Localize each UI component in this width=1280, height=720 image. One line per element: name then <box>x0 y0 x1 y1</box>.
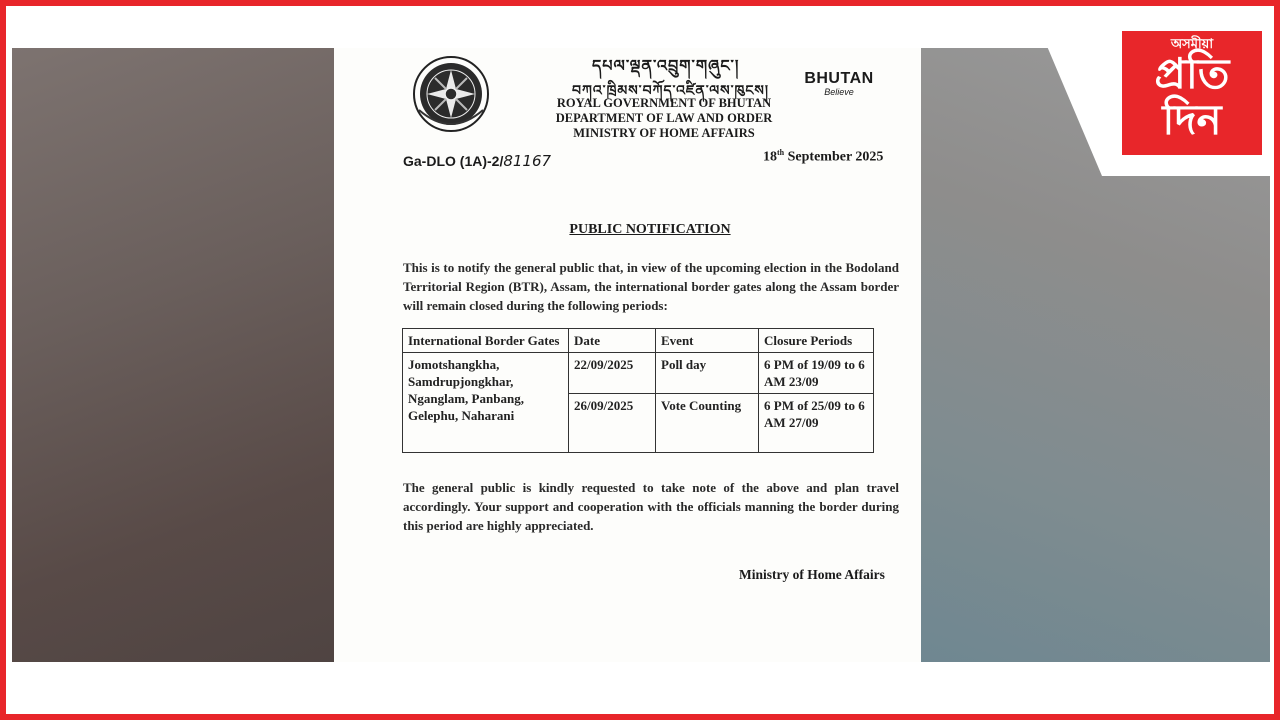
event-cell: Poll day <box>656 353 759 394</box>
table-header-row <box>403 329 874 353</box>
date-cell: 22/09/2025 <box>569 353 656 394</box>
period-cell: 6 PM of 25/09 to 6 AM 27/09 <box>759 394 874 453</box>
brand-name: BHUTAN <box>804 70 874 87</box>
date-rest: September 2025 <box>784 149 884 165</box>
logo-line-1: প্ৰতি <box>1154 49 1230 98</box>
dzongkha-header-line-1: དཔལ་ལྡན་འབྲུག་གཞུང་། <box>592 56 740 75</box>
closure-table <box>402 328 874 453</box>
notification-document <box>334 48 921 662</box>
gates-cell: Jomotshangkha, Samdrupjongkhar, Nganglam, Panbang, Gelephu, Naharani <box>403 353 569 453</box>
reference-number <box>403 152 551 170</box>
pratidin-logo <box>1122 31 1262 155</box>
brand-tagline: Believe <box>824 87 854 97</box>
ref-handwritten: 81167 <box>503 152 552 170</box>
header-date: Date <box>569 329 656 353</box>
logo-line-2: দিন <box>1162 95 1222 144</box>
intro-paragraph: This is to notify the general public that, in view of the upcoming election in the Bodoland Territorial Region (BTR), Assam, the international border gates along the Assam border will remain closed during the following periods: <box>403 260 899 313</box>
gov-line-1: ROYAL GOVERNMENT OF BHUTAN <box>556 96 772 110</box>
gov-line-3: MINISTRY OF HOME AFFAIRS <box>573 126 755 140</box>
header-closure: Closure Periods <box>759 329 874 353</box>
period-cell: 6 PM of 19/09 to 6 AM 23/09 <box>759 353 874 394</box>
notification-title: PUBLIC NOTIFICATION <box>569 222 731 237</box>
date-cell: 26/09/2025 <box>569 394 656 453</box>
table-row <box>403 353 874 394</box>
header-event: Event <box>656 329 759 353</box>
ref-prefix: Ga-DLO (1A)-2/ <box>403 153 504 169</box>
event-cell: Vote Counting <box>656 394 759 453</box>
logo-small-text: অসমীয়া <box>1170 37 1214 52</box>
bhutan-brand-mark <box>804 70 874 97</box>
closing-paragraph: The general public is kindly requested to take note of the above and plan travel accordingly. Your support and cooperation with the officials manning the border during this period are highly appreciated. <box>403 480 899 533</box>
gov-line-2: DEPARTMENT OF LAW AND ORDER <box>555 111 773 125</box>
dzongkha-header-line-2: བཀའ་ཁྲིམས་བཀོད་འཛིན་ལས་ཁུངས། <box>572 83 769 99</box>
document-date <box>763 148 883 166</box>
date-suffix: th <box>777 148 785 157</box>
bhutan-emblem-icon <box>411 54 491 134</box>
signature: Ministry of Home Affairs <box>739 567 885 582</box>
government-header <box>544 96 784 141</box>
header-gates: International Border Gates <box>403 329 569 353</box>
date-day: 18 <box>763 149 777 165</box>
blurred-background-left <box>12 48 334 662</box>
